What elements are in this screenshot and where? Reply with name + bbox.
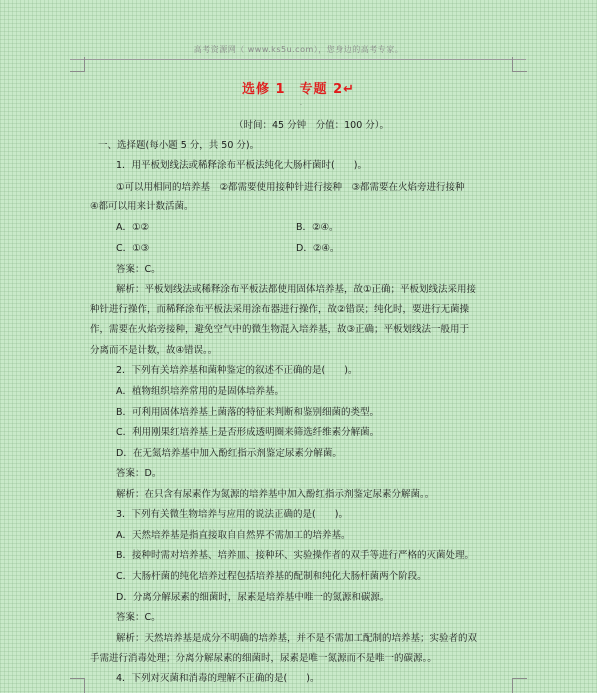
answer-3: 答案：C。 (116, 612, 161, 623)
corner-mark-top-left (70, 57, 85, 72)
analysis-1-line-4: 分离而不是计数，故④错误。。 (90, 345, 218, 356)
analysis-1-line-3: 作，需要在火焰旁接种，避免空气中的微生物混入培养基，故③正确；平板划线法一般用于 (90, 324, 470, 335)
analysis-1-line-1: 解析：平板划线法或稀释涂布平板法都使用固体培养基，故①正确；平板划线法采用接 (116, 284, 477, 295)
q3-option-d: D．分离分解尿素的细菌时，尿素是培养基中唯一的氮源和碳源。 (116, 592, 390, 603)
time-score-line: （时间：45 分钟 分值：100 分）。 (234, 120, 390, 131)
section-heading: 一、选择题(每小题 5 分，共 50 分)。 (98, 140, 260, 151)
analysis-3-line-2: 手需进行消毒处理；分离分解尿素的细菌时，尿素是唯一氮源而不是唯一的碳源。。 (90, 653, 437, 664)
page-header: 高考资源网（ www.ks5u.com），您身边的高考专家。 (193, 45, 404, 54)
question-3-stem: 3．下列有关微生物培养与应用的说法正确的是( )。 (116, 509, 348, 520)
question-1-statements-cont: ④都可以用来计数活菌。 (90, 201, 194, 212)
corner-mark-top-right (512, 57, 527, 72)
q2-option-d: D．在无氮培养基中加入酚红指示剂鉴定尿素分解菌。 (116, 448, 342, 459)
analysis-3-line-1: 解析：天然培养基是成分不明确的培养基，并不是不需加工配制的培养基；实验者的双 (116, 633, 478, 644)
question-1-statements: ①可以用相同的培养基 ②都需要使用接种针进行接种 ③都需要在火焰旁进行接种 (116, 182, 465, 193)
q3-option-a: A．天然培养基是指直接取自自然界不需加工的培养基。 (116, 530, 351, 541)
q2-option-c: C．利用刚果红培养基上是否形成透明圈来筛选纤维素分解菌。 (116, 427, 380, 438)
paragraph-mark: . (300, 100, 302, 107)
option-c: C．①③ (116, 243, 150, 254)
answer-1: 答案：C。 (116, 264, 161, 275)
question-2-stem: 2．下列有关培养基和菌种鉴定的叙述不正确的是( )。 (116, 365, 358, 376)
question-1-stem: 1．用平板划线法或稀释涂布平板法纯化大肠杆菌时( )。 (116, 160, 367, 171)
q3-option-b: B．接种时需对培养基、培养皿、接种环、实验操作者的双手等进行严格的灭菌处理。 (116, 550, 475, 561)
option-a: A．①② (116, 222, 150, 233)
option-d: D．②④。 (296, 243, 340, 254)
answer-2: 答案：D。 (116, 468, 162, 479)
analysis-2: 解析：在只含有尿素作为氮源的培养基中加入酚红指示剂鉴定尿素分解菌。。 (116, 489, 435, 500)
corner-mark-bottom-left (70, 678, 85, 693)
document-title: 选修 1 专题 2↵ (241, 82, 356, 97)
q3-option-c: C．大肠杆菌的纯化培养过程包括培养基的配制和纯化大肠杆菌两个阶段。 (116, 571, 427, 582)
q2-option-a: A．植物组织培养常用的是固体培养基。 (116, 386, 284, 397)
corner-mark-bottom-right (512, 678, 527, 693)
q2-option-b: B．可利用固体培养基上菌落的特征来判断和鉴别细菌的类型。 (116, 407, 380, 418)
header-divider (70, 59, 526, 60)
analysis-1-line-2: 种针进行操作，而稀释涂布平板法采用涂布器进行操作，故②错误；纯化时，要进行无菌操 (90, 304, 470, 315)
option-b: B．②④。 (296, 222, 339, 233)
question-4-stem: 4．下列对灭菌和消毒的理解不正确的是( )。 (116, 673, 320, 684)
